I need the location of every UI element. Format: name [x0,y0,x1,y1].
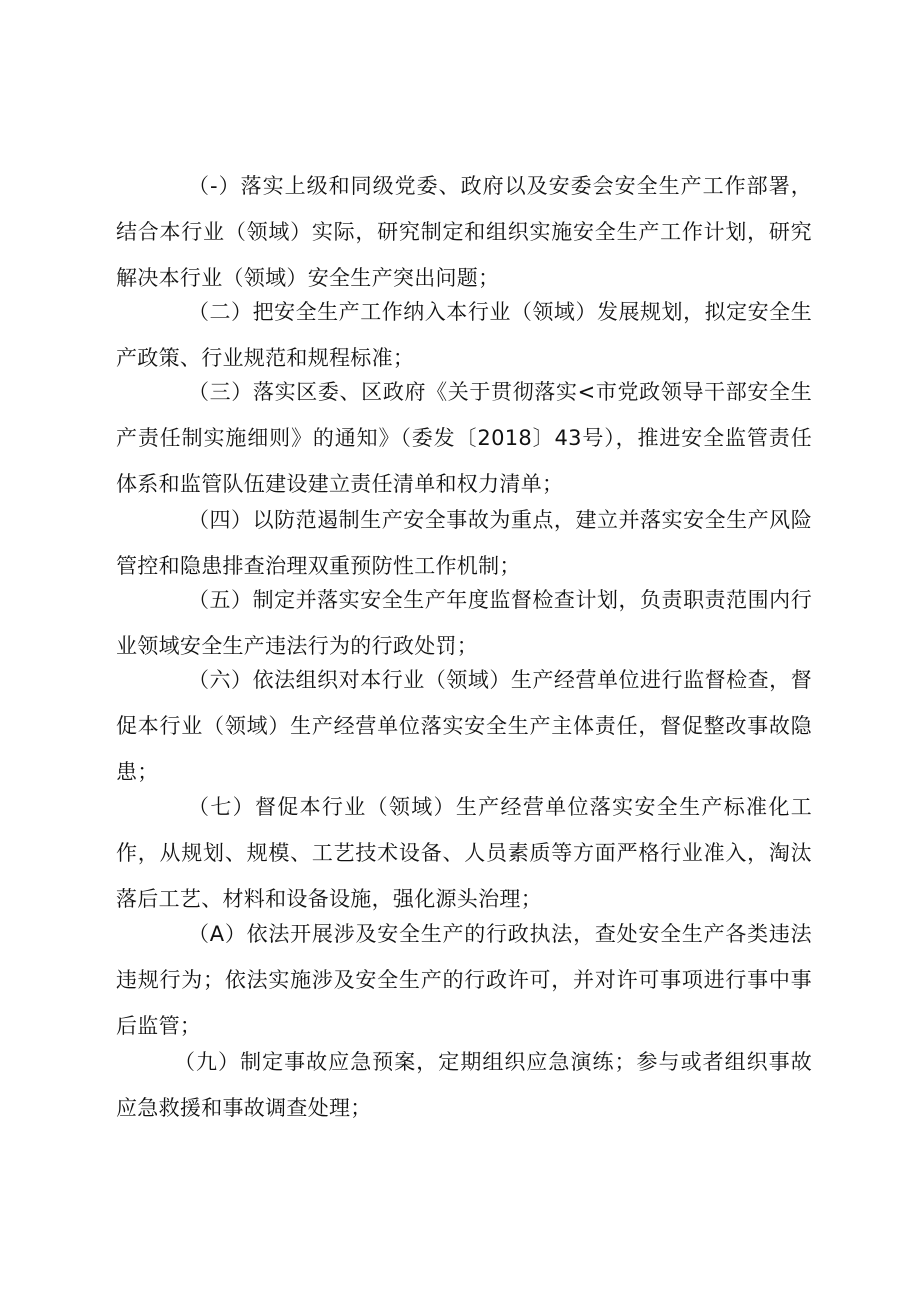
paragraph-item-1: （-）落实上级和同级党委、政府以及安委会安全生产工作部署，结合本行业（领域）实际，研究制定和组织实施安全生产工作计划，研究解决本行业（领域）安全生产突出问题； [116,174,812,290]
paragraph-item-7: （七）督促本行业（领域）生产经营单位落实安全生产标准化工作，从规划、规模、工艺技术设备、人员素质等方面严格行业准入，淘汰落后工艺、材料和设备设施，强化源头治理； [116,795,812,911]
paragraph-item-8: （A）依法开展涉及安全生产的行政执法，查处安全生产各类违法违规行为；依法实施涉及安全生产的行政许可，并对许可事项进行事中事后监管； [116,922,812,1038]
paragraph-item-5: （五）制定并落实安全生产年度监督检查计划，负责职责范围内行业领域安全生产违法行为的行政处罚； [116,588,812,658]
paragraph-item-3: （三）落实区委、区政府《关于贯彻落实<市党政领导干部安全生产责任制实施细则》的通知》（委发〔2018〕43号），推进安全监管责任体系和监管队伍建设建立责任清单和权力清单； [116,380,812,496]
paragraph-item-2: （二）把安全生产工作纳入本行业（领域）发展规划，拟定安全生产政策、行业规范和规程标准； [116,300,812,370]
paragraph-item-9: （九）制定事故应急预案，定期组织应急演练；参与或者组织事故应急救援和事故调查处理； [116,1050,812,1120]
paragraph-item-4: （四）以防范遏制生产安全事故为重点，建立并落实安全生产风险管控和隐患排查治理双重预防性工作机制； [116,508,812,578]
paragraph-item-6: （六）依法组织对本行业（领域）生产经营单位进行监督检查，督促本行业（领域）生产经营单位落实安全生产主体责任，督促整改事故隐患； [116,668,812,784]
